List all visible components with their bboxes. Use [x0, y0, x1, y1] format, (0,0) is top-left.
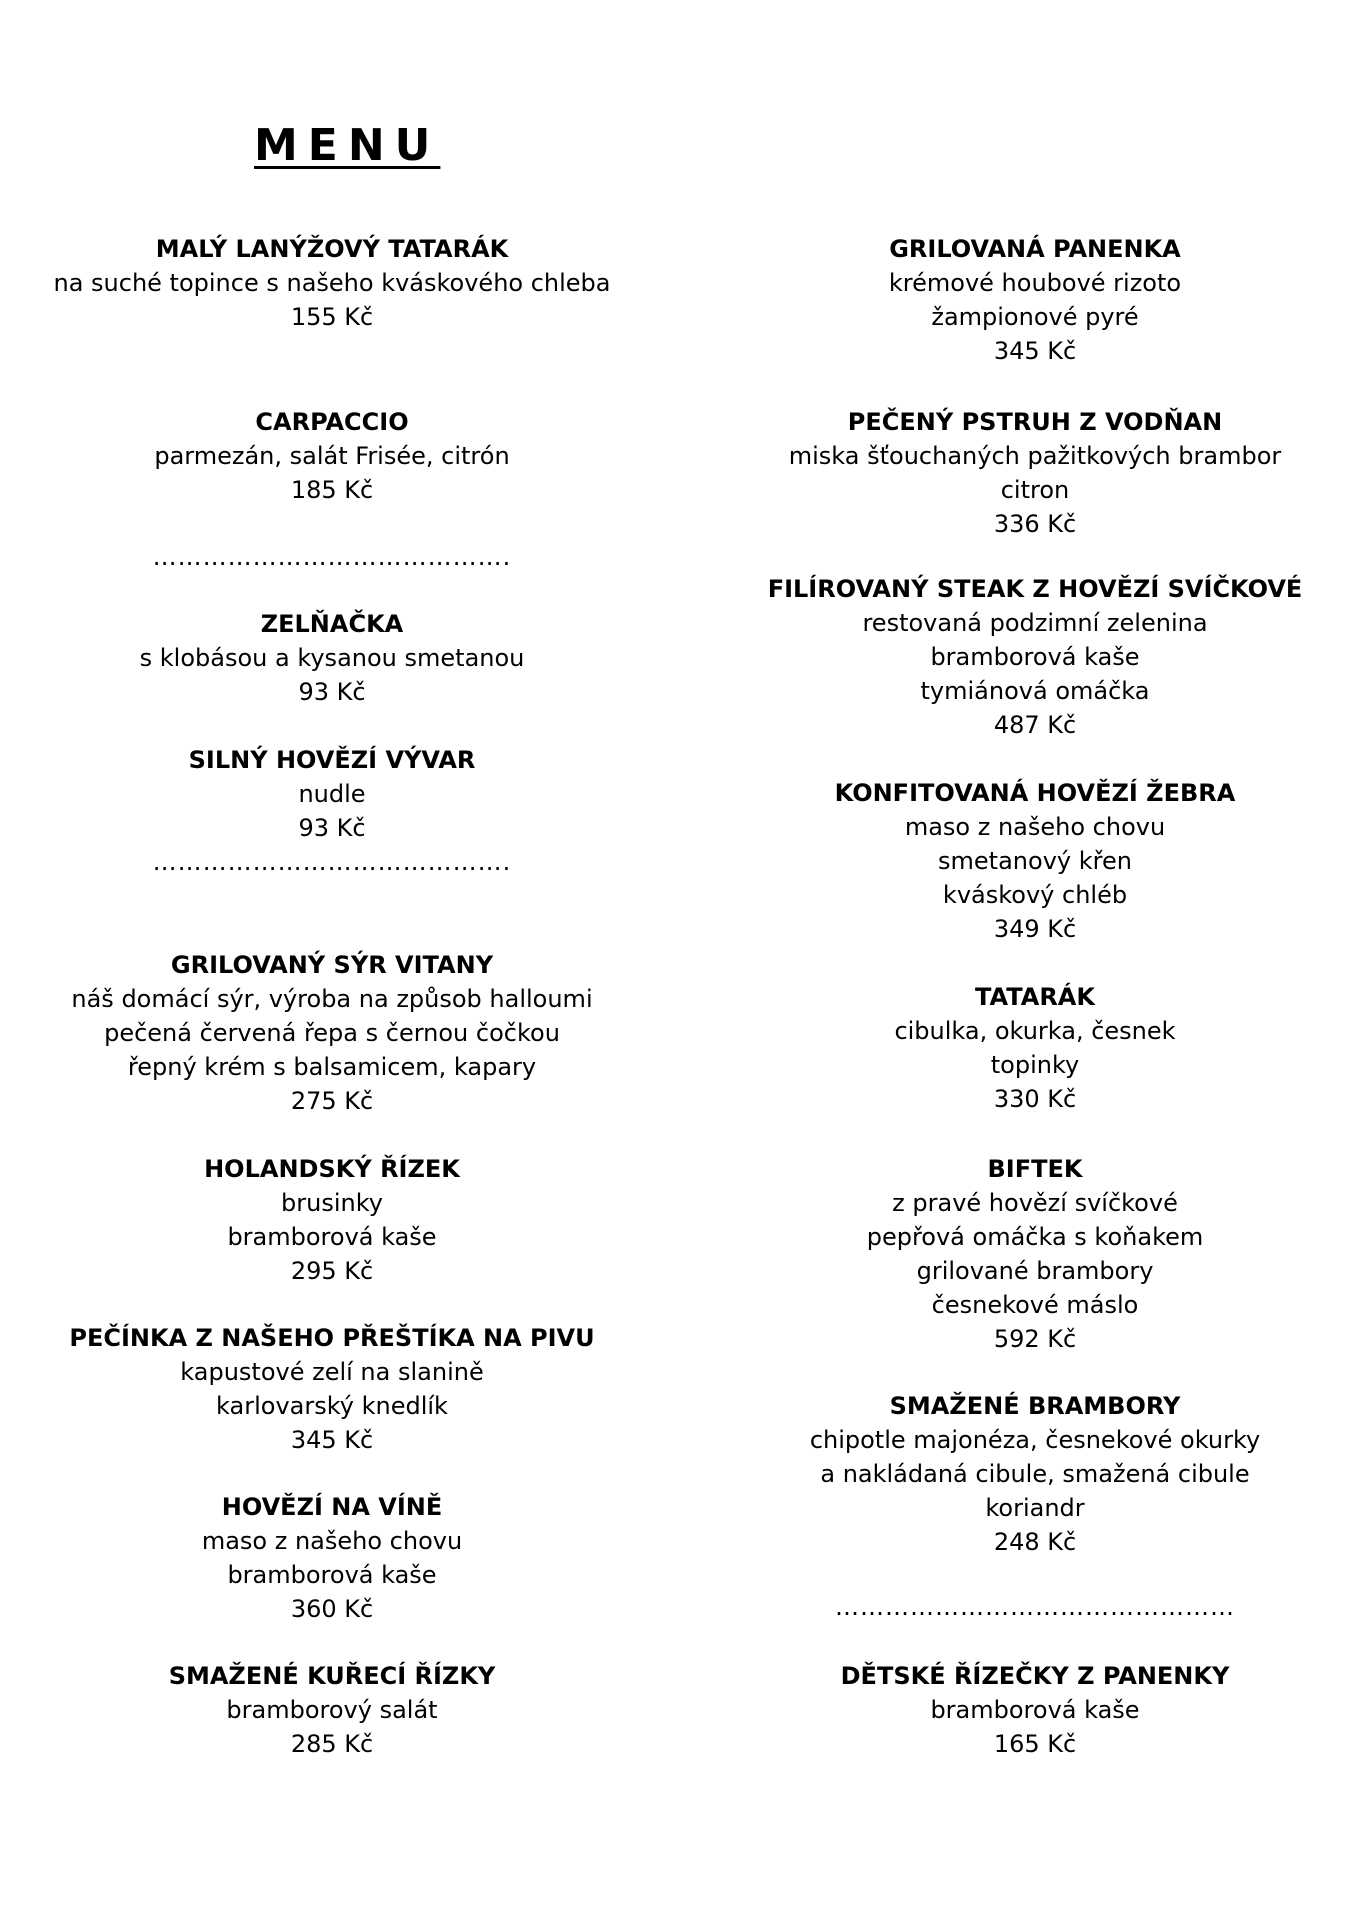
dish-price: 345 Kč [993, 337, 1077, 365]
menu-item [12, 1152, 652, 1288]
dish-name: SMAŽENÉ KUŘECÍ ŘÍZKY [168, 1662, 496, 1690]
menu-item [715, 405, 1355, 541]
menu-item [12, 1321, 652, 1457]
menu-item [12, 232, 652, 334]
dish-price: 360 Kč [290, 1595, 374, 1623]
section-separator: ……………………………………. [152, 543, 512, 571]
dish-price: 330 Kč [993, 1085, 1077, 1113]
dish-price: 336 Kč [993, 510, 1077, 538]
menu-item [715, 980, 1355, 1116]
dish-name: BIFTEK [987, 1155, 1083, 1183]
menu-item [715, 1659, 1355, 1761]
dish-price: 285 Kč [290, 1730, 374, 1758]
menu-item [715, 776, 1355, 946]
dish-description: krémové houbové rizoto [888, 269, 1182, 297]
dish-name: KONFITOVANÁ HOVĚZÍ ŽEBRA [834, 779, 1236, 807]
dish-description: na suché topince s našeho kváskového chleba [53, 269, 611, 297]
dish-description: maso z našeho chovu [201, 1527, 463, 1555]
dish-price: 165 Kč [993, 1730, 1077, 1758]
menu-item [715, 1389, 1355, 1559]
dish-description: bramborová kaše [930, 643, 1140, 671]
dish-name: DĚTSKÉ ŘÍZEČKY Z PANENKY [840, 1662, 1230, 1690]
dish-description: miska šťouchaných pažitkových brambor [788, 442, 1282, 470]
dish-description: řepný krém s balsamicem, kapary [127, 1053, 537, 1081]
dish-description: topinky [990, 1051, 1080, 1079]
dish-name: HOVĚZÍ NA VÍNĚ [221, 1493, 443, 1521]
section-separator: ………………………………………… [835, 1593, 1235, 1621]
dish-name: TATARÁK [975, 983, 1095, 1011]
dish-description: bramborový salát [226, 1696, 438, 1724]
dish-description: tymiánová omáčka [920, 677, 1150, 705]
dish-description: brusinky [281, 1189, 383, 1217]
menu-item [715, 572, 1355, 742]
dish-description: cibulka, okurka, česnek [894, 1017, 1176, 1045]
dish-description: kváskový chléb [942, 881, 1128, 909]
dish-description: náš domácí sýr, výroba na způsob halloumi [71, 985, 593, 1013]
dish-price: 345 Kč [290, 1426, 374, 1454]
dish-name: HOLANDSKÝ ŘÍZEK [204, 1155, 460, 1183]
dish-price: 487 Kč [993, 711, 1077, 739]
dish-price: 295 Kč [290, 1257, 374, 1285]
dish-description: smetanový křen [938, 847, 1132, 875]
dish-price: 275 Kč [290, 1087, 374, 1115]
dish-description: citron [1000, 476, 1070, 504]
dish-description: z pravé hovězí svíčkové [892, 1189, 1178, 1217]
dish-description: grilované brambory [916, 1257, 1154, 1285]
dish-price: 185 Kč [290, 476, 374, 504]
dish-description: bramborová kaše [227, 1223, 437, 1251]
dish-description: s klobásou a kysanou smetanou [139, 644, 525, 672]
section-separator: ……………………………………. [152, 848, 512, 876]
dish-description: bramborová kaše [227, 1561, 437, 1589]
dish-description: restovaná podzimní zelenina [862, 609, 1208, 637]
dish-description: česnekové máslo [931, 1291, 1139, 1319]
dish-name: GRILOVANÝ SÝR VITANY [170, 951, 494, 979]
dish-name: MALÝ LANÝŽOVÝ TATARÁK [155, 235, 509, 263]
menu-item [12, 743, 652, 845]
dish-name: PEČENÝ PSTRUH Z VODŇAN [847, 408, 1223, 436]
menu-item [12, 1490, 652, 1626]
dish-description: pepřová omáčka s koňakem [866, 1223, 1204, 1251]
menu-item [12, 948, 652, 1118]
dish-name: CARPACCIO [255, 408, 409, 436]
dish-price: 155 Kč [290, 303, 374, 331]
dish-description: parmezán, salát Frisée, citrón [154, 442, 510, 470]
dish-description: bramborová kaše [930, 1696, 1140, 1724]
menu-title: MENU [254, 120, 441, 171]
dish-description: nudle [298, 780, 366, 808]
dish-name: ZELŇAČKA [260, 610, 404, 638]
dish-price: 93 Kč [298, 678, 366, 706]
dish-description: a nakládaná cibule, smažená cibule [820, 1460, 1250, 1488]
dish-name: SMAŽENÉ BRAMBORY [889, 1392, 1181, 1420]
dish-description: maso z našeho chovu [904, 813, 1166, 841]
menu-item [12, 405, 652, 507]
dish-price: 592 Kč [993, 1325, 1077, 1353]
dish-name: SILNÝ HOVĚZÍ VÝVAR [188, 746, 476, 774]
dish-description: pečená červená řepa s černou čočkou [104, 1019, 560, 1047]
dish-name: PEČÍNKA Z NAŠEHO PŘEŠTÍKA NA PIVU [69, 1324, 595, 1352]
menu-item [715, 232, 1355, 368]
dish-name: FILÍROVANÝ STEAK Z HOVĚZÍ SVÍČKOVÉ [767, 575, 1303, 603]
dish-description: kapustové zelí na slanině [180, 1358, 484, 1386]
dish-name: GRILOVANÁ PANENKA [889, 235, 1181, 263]
dish-description: chipotle majonéza, česnekové okurky [809, 1426, 1261, 1454]
dish-price: 93 Kč [298, 814, 366, 842]
dish-description: karlovarský knedlík [216, 1392, 448, 1420]
dish-price: 349 Kč [993, 915, 1077, 943]
dish-description: žampionové pyré [931, 303, 1139, 331]
menu-item [12, 1659, 652, 1761]
menu-item [715, 1152, 1355, 1356]
menu-item [12, 607, 652, 709]
dish-price: 248 Kč [993, 1528, 1077, 1556]
dish-description: koriandr [985, 1494, 1085, 1522]
